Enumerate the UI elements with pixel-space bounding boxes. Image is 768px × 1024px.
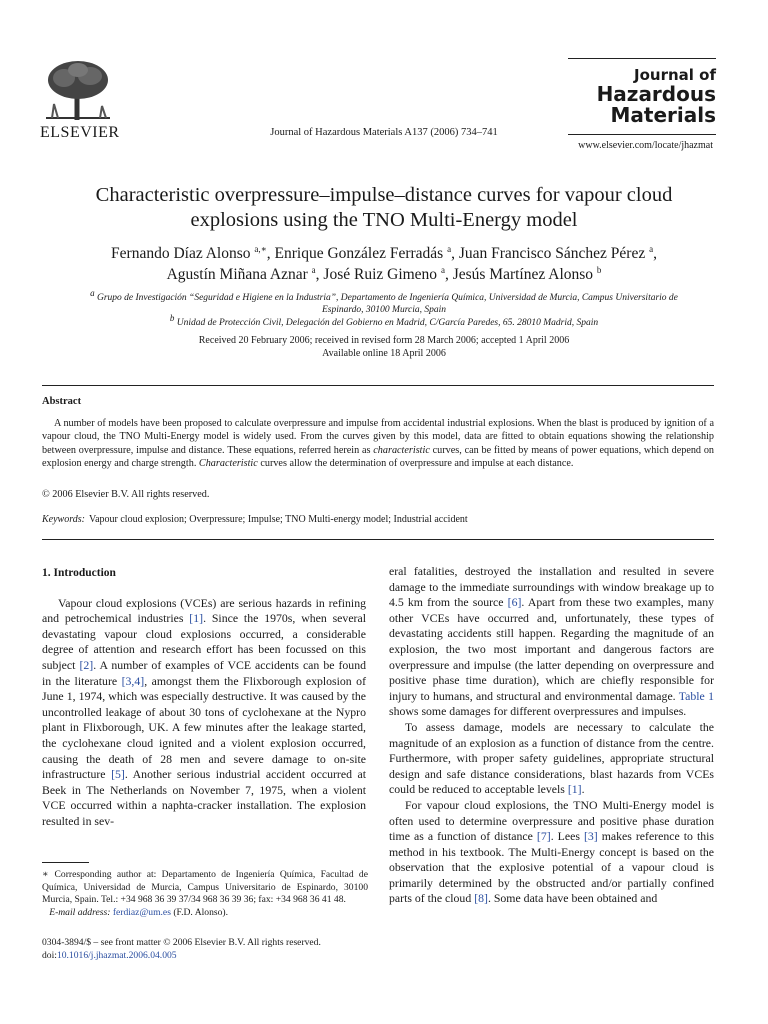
citation-link[interactable]: [7] [536, 829, 551, 844]
author-affiliation-mark[interactable]: a,∗ [254, 243, 267, 254]
author-affiliation-mark[interactable]: b [596, 264, 602, 275]
author-name: Enrique González Ferradás [274, 245, 444, 262]
intro-paragraph-1-continued: eral fatalities, destroyed the installation and resulted in severe damage to the immediate surroundings with window breakage up to 4.5 km from the source [6]. Apart from these two examples, many other VCEs have occurred and, unfortunately, these types of devastating accidents still happen. Regarding the magnitude of an explosion, the two most important and dangerous factors are overpressure and impulse (the latter depending on overpressure and positive phase time duration), which are chiefly responsible for injury to humans, and structural and environmental damage. Table 1 shows some damages for different overpressures and impulses. [389, 564, 714, 719]
author-separator: , [451, 245, 459, 262]
author-separator: , [315, 266, 324, 283]
doi-line [42, 950, 321, 963]
citation-link[interactable]: [1] [567, 782, 582, 797]
author-separator: , [653, 245, 657, 262]
publisher-name: ELSEVIER [40, 124, 120, 141]
intro-paragraph-1: Vapour cloud explosions (VCEs) are serious hazards in refining and petrochemical industries [1]. Since the 1970s, when several devastating vapour cloud explosions occurred, a considerable degree of attention and research effort has been focussed on this subject [2]. A number of examples of VCE accidents can be found in the literature [3,4], amongst them the Flixborough explosion of June 1, 1974, which was especially destructive. It was caused by the uncontrolled leakage of about 30 tons of cyclohexane at the Nypro plant in Flixborough, UK. A few minutes after the leakage started, the cyclohexane cloud ignited and a violent explosion occurred, causing the death of 28 men and severe damage to on-site infrastructure [5]. Another serious industrial accident occurred at Beek in The Netherlands on November 7, 1975, when a violent VCE occurred within a naphta-cracker installation. The explosion resulted in sev- [42, 595, 367, 828]
abstract-body [42, 417, 714, 470]
author-name: Fernando Díaz Alonso [111, 245, 251, 262]
author-list [40, 243, 728, 285]
left-column [42, 566, 366, 830]
right-column [389, 564, 714, 907]
author-line-1 [40, 243, 728, 264]
article-dates [40, 334, 728, 360]
author-name: Agustín Miñana Aznar [166, 266, 308, 283]
author-affiliation-mark[interactable]: a [649, 243, 654, 254]
intro-paragraph-3: For vapour cloud explosions, the TNO Multi-Energy model is often used to determine overpressure and positive phase duration time as a function of distance [7]. Lees [3] makes reference to this method in his textbook. The Multi-Energy concept is based on the observation that the explosive potential of a vapour cloud is primarily determined by the obstructed and/or partially confined parts of the cloud [8]. Some data have been obtained and [389, 797, 714, 906]
issn-line: 0304-3894/$ – see front matter © 2006 Elsevier B.V. All rights reserved. [42, 937, 321, 948]
received-dates: Received 20 February 2006; received in revised form 28 March 2006; accepted 1 April 2006 [198, 335, 570, 346]
affiliation-a-text-1: Grupo de Investigación “Seguridad e Higiene en la Industria”, Departamento de Ingeniería Química, Universidad de Murcia, Campus Universitario de [96, 293, 678, 303]
keywords-label: Keywords: [42, 514, 85, 525]
citation-link[interactable]: [3,4] [121, 673, 145, 688]
email-suffix: (F.D. Alonso). [173, 906, 229, 918]
footnote-text: Corresponding author at: Departamento de Ingeniería Química, Facultad de Química, Universidad de Murcia, Campus Universitario de Espinardo, 30100 Murcia, Spain. Tel.: +34 968 36 39 37/34 968 36 39 36; fax: +34 968 36 41 48. [42, 869, 368, 905]
article-title [40, 183, 728, 233]
article-title-line2: explosions using the TNO Multi-Energy model [190, 209, 578, 231]
journal-rule-bottom [568, 134, 716, 135]
keywords-text: Vapour cloud explosion; Overpressure; Impulse; TNO Multi-energy model; Industrial accident [88, 514, 468, 525]
intro-paragraph-2: To assess damage, models are necessary to calculate the magnitude of an explosion as a function of distance from the centre. Furthermore, with proper safety guidelines, appropriate structural design and safe distance considerations, blast hazards from VCEs could be reduced to acceptable levels [1]. [389, 719, 714, 797]
abstract-bottom-rule [42, 539, 714, 540]
corresponding-author-footnote [42, 869, 368, 919]
journal-title-line3: Materials [610, 102, 716, 127]
author-affiliation-mark[interactable]: a [447, 243, 452, 254]
affiliation-b [55, 312, 713, 329]
journal-rule-top [568, 58, 716, 59]
citation-link[interactable]: [6] [507, 595, 522, 610]
keywords [42, 514, 468, 525]
citation-link[interactable]: [3] [583, 829, 598, 844]
journal-url[interactable]: www.elsevier.com/locate/jhazmat [578, 140, 713, 151]
affiliation-b-text: Unidad de Protección Civil, Delegación del Gobierno en Madrid, C/García Paredes, 65. 28010 Madrid, Spain [176, 318, 599, 328]
author-separator: , [266, 245, 275, 262]
doi-label: doi: [42, 949, 57, 961]
author-name: Juan Francisco Sánchez Pérez [458, 245, 646, 262]
doi-link[interactable]: 10.1016/j.jhazmat.2006.04.005 [56, 949, 177, 961]
author-name: Jesús Martínez Alonso [452, 266, 594, 283]
table-link[interactable]: Table 1 [678, 688, 714, 703]
affiliation-a-mark: a [90, 287, 95, 298]
abstract-copyright: © 2006 Elsevier B.V. All rights reserved. [42, 489, 210, 500]
email-label: E-mail address: [49, 906, 111, 918]
citation-link[interactable]: [2] [79, 657, 94, 672]
author-name: José Ruiz Gimeno [323, 266, 438, 283]
citation-link[interactable]: [8] [474, 891, 488, 906]
journal-title-block [568, 58, 716, 135]
email-link[interactable]: ferdiaz@um.es [112, 906, 171, 918]
citation-link[interactable]: [5] [111, 767, 125, 782]
footnote-rule [42, 862, 89, 863]
abstract-heading: Abstract [42, 396, 82, 407]
affiliation-a-text-2: Espinardo, 30100 Murcia, Spain [321, 305, 447, 315]
affiliation-b-mark: b [169, 312, 175, 323]
front-matter [42, 937, 321, 962]
footnote-mark: ∗ [42, 869, 49, 880]
citation-link[interactable]: [1] [189, 611, 204, 626]
abstract-paragraph: A number of models have been proposed to calculate overpressure and impulse from accidental industrial explosions. When the blast is produced by ignition of a vapour cloud, the TNO Multi-Energy model is widely used. From the curves given by this model, data are fitted to obtain equations showing the relationship between overpressure, impulse and distance. These equations, referred herein as characteristic curves, can be fitted by means of power equations, which depend on explosion energy and charge strength. Characteristic curves allow the determination of overpressure and impulse at each distance. [42, 418, 715, 469]
author-separator: , [444, 266, 453, 283]
journal-title-line1: Journal of [634, 66, 716, 84]
author-affiliation-mark[interactable]: a [311, 264, 316, 275]
author-affiliation-mark[interactable]: a [440, 264, 445, 275]
section-heading-introduction: 1. Introduction [42, 567, 116, 579]
journal-title-line2: Hazardous [596, 81, 716, 106]
author-line-2 [40, 264, 728, 285]
abstract-top-rule [42, 385, 714, 386]
affiliation-a [55, 287, 713, 316]
article-title-line1: Characteristic overpressure–impulse–distance curves for vapour cloud [95, 184, 673, 206]
journal-citation: Journal of Hazardous Materials A137 (2006) 734–741 [270, 127, 498, 138]
elsevier-tree-logo [40, 58, 116, 122]
available-online-date: Available online 18 April 2006 [322, 348, 446, 359]
